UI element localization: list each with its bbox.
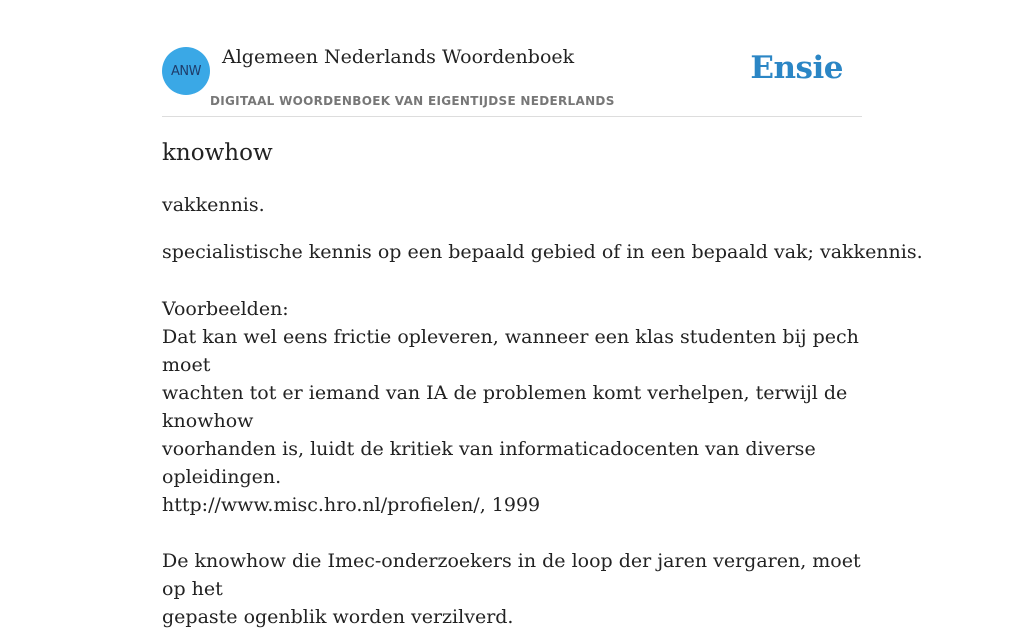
example-2-line-1: De knowhow die Imec-onderzoekers in de loop der jaren vergaren, moet op het: [162, 550, 861, 600]
example-2-line-2: gepaste ogenblik worden verzilverd.: [162, 606, 514, 628]
example-1-line-2: wachten tot er iemand van IA de problemen komt verhelpen, terwijl de knowhow: [162, 382, 848, 432]
short-definition: vakkennis.: [162, 194, 265, 216]
entry-headword: knowhow: [162, 140, 273, 166]
examples-section: [162, 295, 862, 631]
examples-label: Voorbeelden:: [162, 298, 289, 320]
example-1-source: http://www.misc.hro.nl/profielen/, 1999: [162, 494, 541, 516]
anw-logo[interactable]: [162, 47, 210, 95]
ensie-brand-logo[interactable]: Ensie: [750, 50, 843, 86]
dictionary-subtitle: DIGITAAL WOORDENBOEK VAN EIGENTIJDSE NEDERLANDS: [210, 94, 615, 108]
example-1-line-1: Dat kan wel eens frictie opleveren, wanneer een klas studenten bij pech moet: [162, 326, 859, 376]
example-spacer: [162, 519, 862, 547]
long-definition: specialistische kennis op een bepaald gebied of in een bepaald vak; vakkennis.: [162, 241, 923, 263]
dictionary-title[interactable]: Algemeen Nederlands Woordenboek: [222, 46, 575, 68]
example-1-line-3: voorhanden is, luidt de kritiek van informaticadocenten van diverse opleidingen.: [162, 438, 816, 488]
page-container: [162, 0, 923, 628]
logo-text: ANW: [171, 63, 201, 79]
site-header: [162, 0, 862, 117]
